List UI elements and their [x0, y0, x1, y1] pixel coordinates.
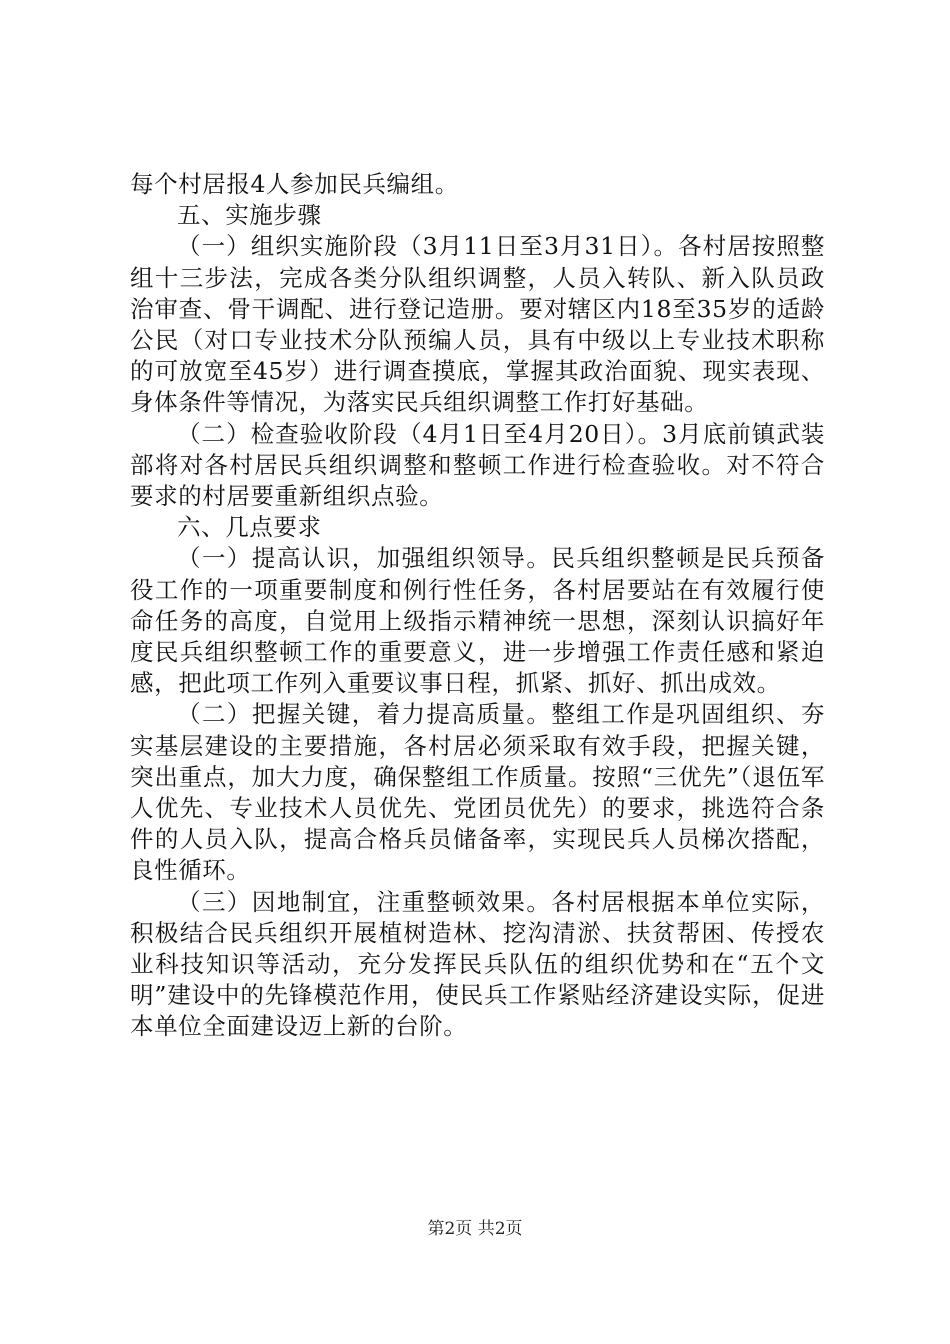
paragraph-requirement-3: （三）因地制宜，注重整顿效果。各村居根据本单位实际，积极结合民兵组织开展植树造林、挖沟清淤、扶贫帮困、传授农业科技知识等活动，充分发挥民兵队伍的组织优势和在“五个文明”建设中的先锋模范作用，使民兵工作紧贴经济建设实际，促进本单位全面建设迈上新的台阶。	[130, 887, 825, 1041]
paragraph-requirement-2: （二）把握关键，着力提高质量。整组工作是巩固组织、夯实基层建设的主要措施，各村居必须采取有效手段，把握关键，突出重点，加大力度，确保整组工作质量。按照“三优先”（退伍军人优先、专业技术人员优先、党团员优先）的要求，挑选符合条件的人员入队，提高合格兵员储备率，实现民兵人员梯次搭配，良性循环。	[130, 700, 825, 885]
section-heading-requirements: 六、几点要求	[177, 513, 322, 542]
paragraph-inspection-stage: （二）检查验收阶段（4月1日至4月20日）。3月底前镇武装部将对各村居民兵组织调整和整顿工作进行检查验收。对不符合要求的村居要重新组织点验。	[130, 419, 825, 511]
page-number-label: 第2页 共2页	[427, 1219, 523, 1239]
page-footer	[0, 1218, 950, 1240]
section-heading-implementation-steps: 五、实施步骤	[177, 201, 322, 230]
paragraph-requirement-1: （一）提高认识，加强组织领导。民兵组织整顿是民兵预备役工作的一项重要制度和例行性任务，各村居要站在有效履行使命任务的高度，自觉用上级指示精神统一思想，深刻认识搞好年度民兵组织整顿工作的重要意义，进一步增强工作责任感和紧迫感，把此项工作列入重要议事日程，抓紧、抓好、抓出成效。	[130, 544, 825, 698]
document-body	[130, 169, 825, 1043]
paragraph-implementation-stage: （一）组织实施阶段（3月11日至3月31日）。各村居按照整组十三步法，完成各类分队组织调整，人员入转队、新入队员政治审查、骨干调配、进行登记造册。要对辖区内18至35岁的适龄公民（对口专业技术分队预编人员，具有中级以上专业技术职称的可放宽至45岁）进行调查摸底，掌握其政治面貌、现实表现、身体条件等情况，为落实民兵组织调整工作打好基础。	[130, 232, 825, 417]
paragraph-continuation: 每个村居报4人参加民兵编组。	[130, 170, 459, 198]
